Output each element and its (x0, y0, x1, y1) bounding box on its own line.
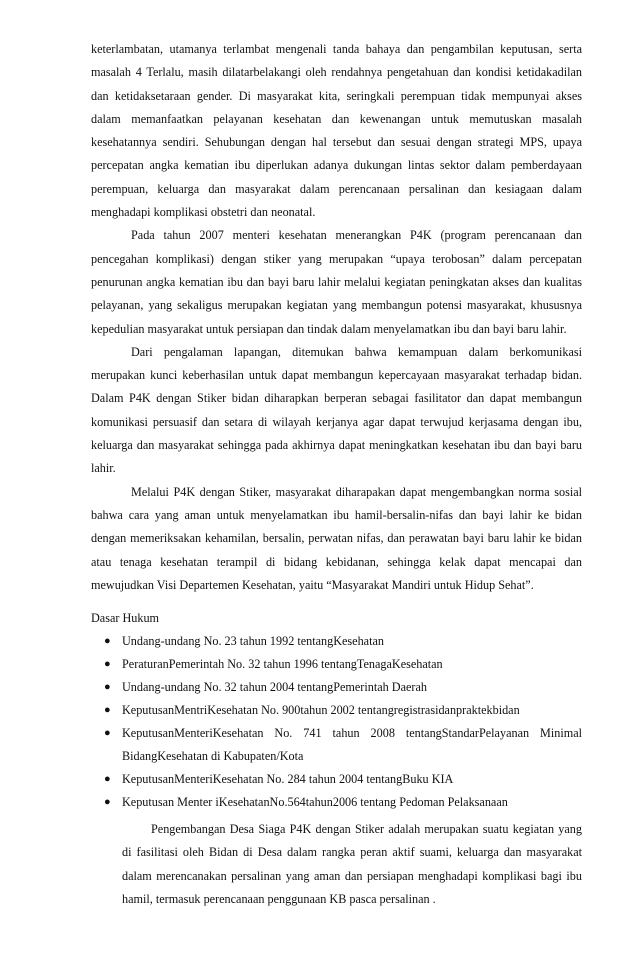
list-item-text: PeraturanPemerintah No. 32 tahun 1996 tentangTenagaKesehatan (122, 657, 443, 672)
list-item-text: Undang-undang No. 32 tahun 2004 tentangPemerintah Daerah (122, 680, 427, 695)
paragraph-pengalaman-lapangan: Dari pengalaman lapangan, ditemukan bahwa kemampuan dalam berkomunikasi merupakan kunci keberhasilan untuk dapat membangun kepercayaan masyarakat terhadap bidan. Dalam P4K dengan Stiker bidan diharapkan berperan sebagai fasilitator dan dapat membangun komunikasi persuasif dan setara di wilayah kerjanya agar dapat terwujud kerjasama dengan ibu, keluarga dan masyarakat sehingga pada akhirnya dapat meningkatkan kesehatan ibu dan bayi baru lahir. (91, 344, 582, 476)
document-page (91, 38, 582, 911)
list-item (91, 722, 582, 768)
list-item (91, 699, 582, 722)
list-item-text: Keputusan Menter iKesehatanNo.564tahun2006 tentang Pedoman Pelaksanaan (122, 795, 508, 810)
list-item (91, 791, 582, 814)
legal-basis-list (91, 630, 582, 814)
list-item (91, 768, 582, 791)
list-item (91, 676, 582, 699)
list-item (91, 653, 582, 676)
list-item-text: KeputusanMenteriKesehatan No. 741 tahun 2008 tentangStandarPelayanan Minimal BidangKesehatan di Kabupaten/Kota (122, 726, 582, 764)
list-item-text: KeputusanMentriKesehatan No. 900tahun 2002 tentangregistrasidanpraktekbidan (122, 703, 520, 718)
paragraph-desa-siaga: Pengembangan Desa Siaga P4K dengan Stiker adalah merupakan suatu kegiatan yang di fasilitasi oleh Bidan di Desa dalam rangka peran aktif suami, keluarga dan masyarakat dalam merencanakan persalinan yang aman dan persiapan menghadapi komplikasi bagi ibu hamil, termasuk perencanaan penggunaan KB pasca persalinan . (122, 822, 582, 907)
bullet-icon: ● (104, 681, 111, 694)
bullet-icon: ● (104, 727, 111, 740)
paragraph-intro: keterlambatan, utamanya terlambat mengenali tanda bahaya dan pengambilan keputusan, serta masalah 4 Terlalu, masih dilatarbelakangi oleh rendahnya pengetahuan dan kondisi ketidakadilan dan ketidaksetaraan gender. Di masyarakat kita, seringkali perempuan tidak mempunyai akses dalam memanfaatkan pelayanan kesehatan dan kewenangan untuk memutuskan masalah kesehatannya sendiri. Sehubungan dengan hal tersebut dan sesuai dengan strategi MPS, upaya percepatan angka kematian ibu diperlukan adanya dukungan lintas sektor dalam pemberdayaan perempuan, keluarga dan masyarakat dalam perencanaan persalinan dan kesiagaan dalam menghadapi komplikasi obstetri dan neonatal. (91, 42, 582, 220)
list-item-text: KeputusanMenteriKesehatan No. 284 tahun 2004 tentangBuku KIA (122, 772, 454, 787)
bullet-icon: ● (104, 773, 111, 786)
section-heading-dasar-hukum: Dasar Hukum (91, 611, 160, 626)
list-item (91, 630, 582, 653)
bullet-icon: ● (104, 796, 111, 809)
bullet-icon: ● (104, 658, 111, 671)
list-item-text: Undang-undang No. 23 tahun 1992 tentangKesehatan (122, 634, 384, 649)
bullet-icon: ● (104, 704, 111, 717)
bullet-icon: ● (104, 635, 111, 648)
paragraph-norma-sosial: Melalui P4K dengan Stiker, masyarakat diharapakan dapat mengembangkan norma sosial bahwa cara yang aman untuk menyelamatkan ibu hamil-bersalin-nifas dan bayi lahir ke bidan dengan memeriksakan kehamilan, bersalin, perwatan nifas, dan perawatan bayi baru lahir ke bidan atau tenaga kesehatan terampil di bidang kebidanan, sehingga kelak dapat mencapai dan mewujudkan Visi Departemen Kesehatan, yaitu “Masyarakat Mandiri untuk Hidup Sehat”. (91, 484, 582, 592)
paragraph-p4k-2007: Pada tahun 2007 menteri kesehatan menerangkan P4K (program perencanaan dan pencegahan komplikasi) dengan stiker yang merupakan “upaya terobosan” dalam percepatan penurunan angka kematian ibu dan bayi baru lahir melalui kegiatan peningkatan akses dan kualitas pelayanan, yang sekaligus merupakan kegiatan yang membangun potensi masyarakat, khususnya kepedulian masyarakat untuk persiapan dan tindak dalam menyelamatkan ibu dan bayi baru lahir. (91, 228, 582, 336)
